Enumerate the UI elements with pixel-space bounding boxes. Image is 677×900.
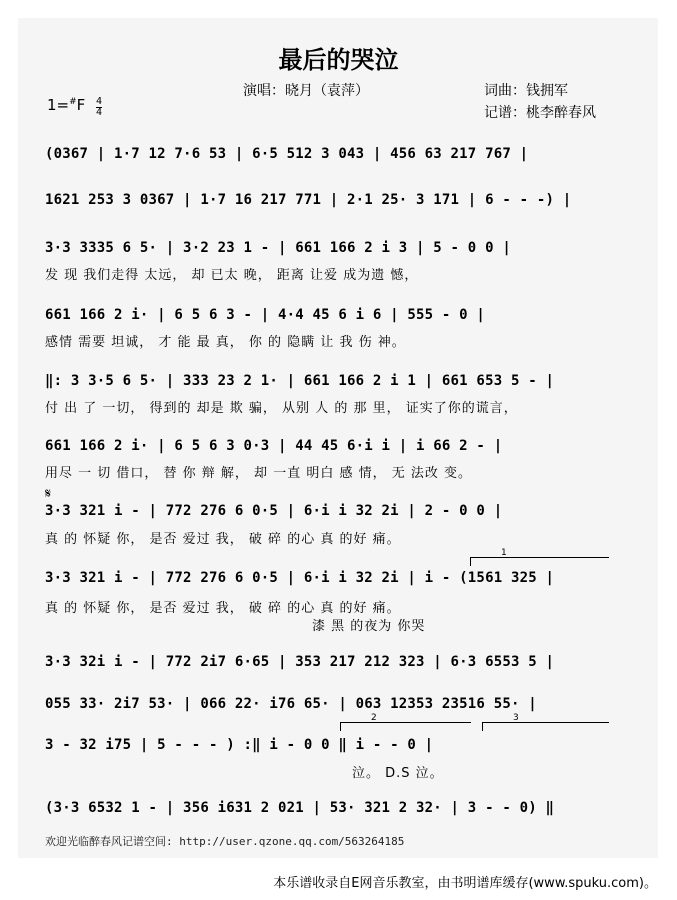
singer-credit: 演唱：晓月（袁萍）	[243, 83, 369, 99]
score-line: 661 166 2 i· | 6 5 6 3 0·3 | 44 45 6·i i | i 66 2 - |	[45, 438, 503, 454]
lyric-line: 真 的 怀疑 你， 是否 爱过 我， 破 碎 的心 真 的好 痛。	[45, 601, 401, 616]
composer-credit: 词曲：钱拥军	[484, 83, 568, 99]
lyric-line: 感情 需要 坦诚， 才 能 最 真， 你 的 隐瞒 让 我 伤 神。	[45, 335, 406, 350]
score-line: ‖: 3 3·5 6 5· | 333 23 2 1· | 661 166 2 i 1 | 661 653 5 - |	[45, 373, 555, 389]
volta-bracket-1	[470, 548, 609, 566]
score-line: 3 - 32 i75 | 5 - - - ) :‖ i - 0 0 ‖ i - - 0 |	[45, 737, 434, 753]
key-base: 1=	[47, 96, 70, 114]
lyric-line: 发 现 我们走得 太远， 却 已太 晚， 距离 让爱 成为遗 憾，	[45, 268, 419, 283]
song-title: 最后的哭泣	[278, 46, 399, 74]
score-line: 055 33· 2i7 53· | 066 22· i76 65· | 063 12353 23516 55· |	[45, 696, 537, 712]
time-signature	[96, 97, 102, 118]
score-line: 3·3 32i i - | 772 2i7 6·65 | 353 217 212 323 | 6·3 6553 5 |	[45, 654, 555, 670]
source-watermark: 本乐谱收录自E网音乐教室，由书明谱库缓存(www.spuku.com)。	[273, 876, 657, 891]
footer-note: 欢迎光临醉春风记谱空间: http://user.qzone.qq.com/563264185	[45, 835, 405, 848]
time-sig-top: 4	[96, 96, 103, 107]
key-signature	[47, 96, 85, 114]
score-line: (3·3 6532 1 - | 356 i631 2 021 | 53· 321 2 32· | 3 - - 0) ‖	[45, 800, 555, 816]
volta-number-1: 1	[501, 548, 507, 558]
time-sig-bottom: 4	[96, 107, 103, 118]
volta-number-3: 3	[513, 713, 519, 723]
lyric-line: 用尽 一 切 借口， 替 你 辩 解， 却 一直 明白 感 情， 无 法改 变。	[45, 466, 472, 481]
lyric-line: 真 的 怀疑 你， 是否 爱过 我， 破 碎 的心 真 的好 痛。	[45, 532, 401, 547]
lyric-line-secondary: 漆 黑 的夜为 你哭	[312, 619, 426, 634]
score-line: 3·3 3335 6 5· | 3·2 23 1 - | 661 166 2 i 3 | 5 - 0 0 |	[45, 240, 511, 256]
lyric-line: 泣。 D.S 泣。	[352, 766, 444, 781]
lyric-line: 付 出 了 一切， 得到的 却是 欺 骗， 从别 人 的 那 里， 证实了你的谎言，	[45, 401, 518, 416]
score-line: 3·3 321 i - | 772 276 6 0·5 | 6·i i 32 2i | 2 - 0 0 |	[45, 503, 503, 519]
key-note: F	[76, 96, 86, 114]
score-line: 1621 253 3 0367 | 1·7 16 217 771 | 2·1 25· 3 171 | 6 - - -) |	[45, 192, 572, 208]
score-line: 3·3 321 i - | 772 276 6 0·5 | 6·i i 32 2i | i - (1561 325 |	[45, 570, 555, 586]
volta-number-2: 2	[371, 713, 377, 723]
score-line: 661 166 2 i· | 6 5 6 3 - | 4·4 45 6 i 6 | 555 - 0 |	[45, 307, 486, 323]
volta-bracket-2	[340, 713, 471, 731]
volta-bracket-3	[482, 713, 609, 731]
score-line: (0367 | 1·7 12 7·6 53 | 6·5 512 3 043 | 456 63 217 767 |	[45, 146, 529, 162]
key-sharp: #	[69, 97, 77, 107]
transcriber-credit: 记谱：桃李醉春风	[484, 105, 596, 121]
segno-sign: 𝄋	[45, 486, 52, 502]
